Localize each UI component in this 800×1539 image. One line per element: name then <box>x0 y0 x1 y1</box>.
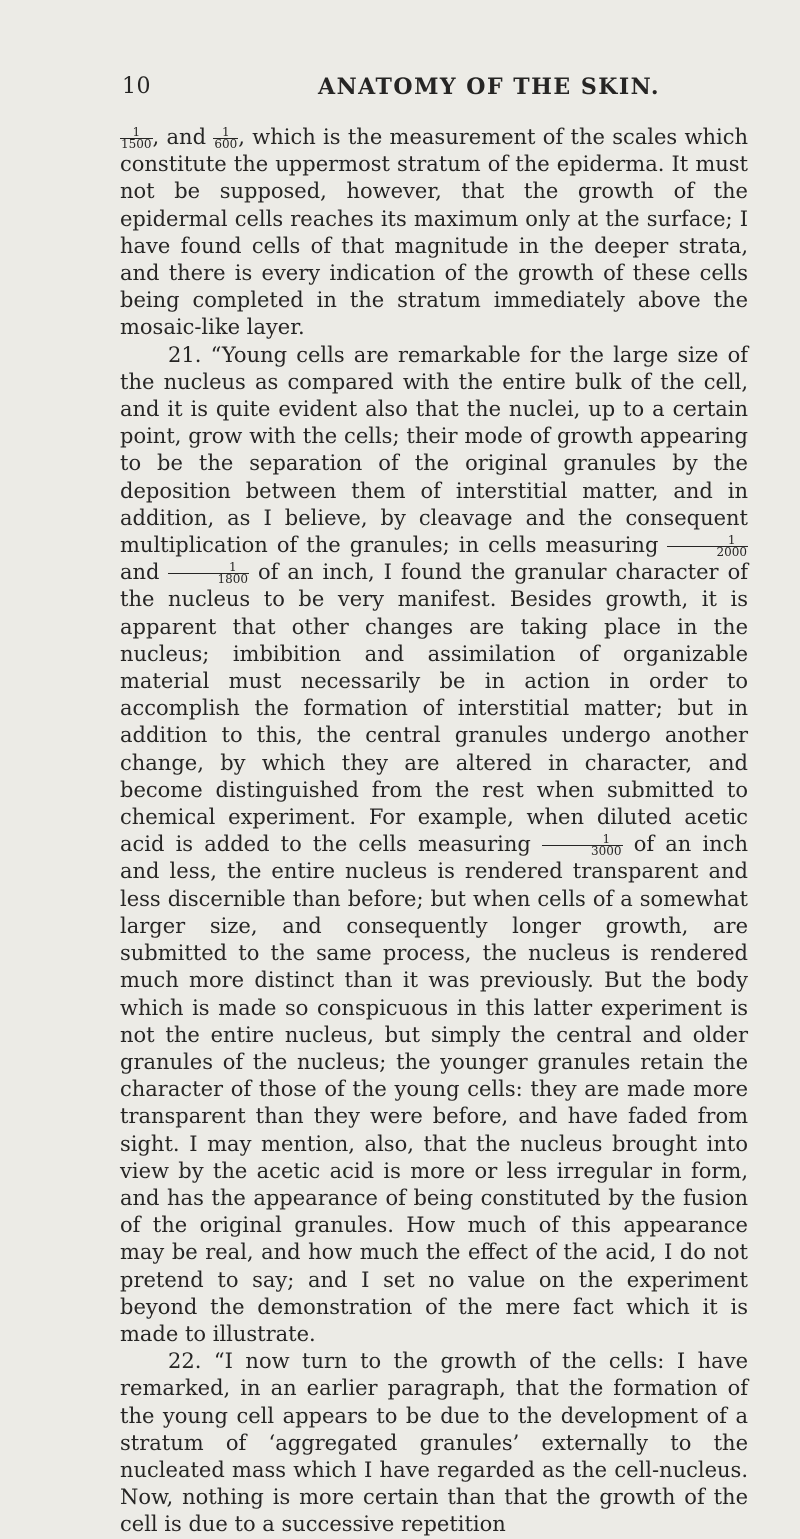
running-title: ANATOMY OF THE SKIN. <box>318 74 660 100</box>
paragraph-continuation <box>120 124 748 342</box>
paragraph-text: of an inch, I found the granular character of the nucleus to be very manifest. Besides growth, it is apparent that other changes are taking place in the nucleus; imbibition and assimilation of organizable material must necessarily be in action in order to accomplish the formation of interstitial matter; but in addition to this, the central granules undergo another change, by which they are altered in character, and become distinguished from the rest when submitted to chemical experiment. For example, when diluted acetic acid is added to the cells measuring <box>120 560 748 857</box>
paragraph-21 <box>120 342 748 1349</box>
paragraph-text: and <box>120 560 169 585</box>
running-head <box>122 74 682 104</box>
paragraph-text: , and <box>152 125 214 149</box>
paragraph-text: , which is the measurement of the scales which constitute the uppermost stratum of the epiderma. It must not be supposed, however, that the growth of the epidermal cells reaches its maximum only at the surface; I have found cells of that magnitude in the deeper strata, and there is every indication of the growth of these cells being completed in the stratum immediately above the mosaic-like layer. <box>120 125 749 340</box>
fraction: $\frac{1}{1800}$ <box>168 562 249 585</box>
fraction: $\frac{1}{2000}$ <box>667 535 748 558</box>
paragraph-text: 22. “I now turn to the growth of the cells: I have remarked, in an earlier paragraph, that the formation of the young cell appears to be due to the development of a stratum of ‘aggregated granules’ externally to the nucleated mass which I have regarded as the cell-nucleus. Now, nothing is more certain than that the growth of the cell is due to a successive repetition <box>120 1349 748 1537</box>
page-number: 10 <box>122 74 151 99</box>
fraction: $\frac{1}{600}$ <box>214 125 238 151</box>
paragraph-text: 21. “Young cells are remarkable for the large size of the nucleus as compared with the entire bulk of the cell, and it is quite evident also that the nuclei, up to a certain point, grow with the cells; their mode of growth appearing to be the separation of the original granules by the deposition between them of interstitial matter, and in addition, as I believe, by cleavage and the consequent multiplication of the granules; in cells measuring <box>120 342 748 558</box>
paragraph-22 <box>120 1348 748 1538</box>
fraction: $\frac{1}{3000}$ <box>542 834 623 857</box>
body-text <box>120 124 748 1539</box>
fraction: $\frac{1}{1500}$ <box>121 125 152 151</box>
paragraph-text: of an inch and less, the entire nucleus is rendered transparent and less discernible than before; but when cells of a somewhat larger size, and consequently longer growth, are submitted to the same process, the nucleus is rendered much more distinct than it was previously. But the body which is made so conspicuous in this latter experiment is not the entire nucleus, but simply the central and older granules of the nucleus; the younger granules retain the character of those of the young cells: they are made more transparent than they were before, and have faded from sight. I may mention, also, that the nucleus brought into view by the acetic acid is more or less irregular in form, and has the appearance of being constituted by the fusion of the original granules. How much of this appearance may be real, and how much the effect of the acid, I do not pretend to say; and I set no value on the experiment beyond the demonstration of the mere fact which it is made to illustrate. <box>120 832 748 1346</box>
